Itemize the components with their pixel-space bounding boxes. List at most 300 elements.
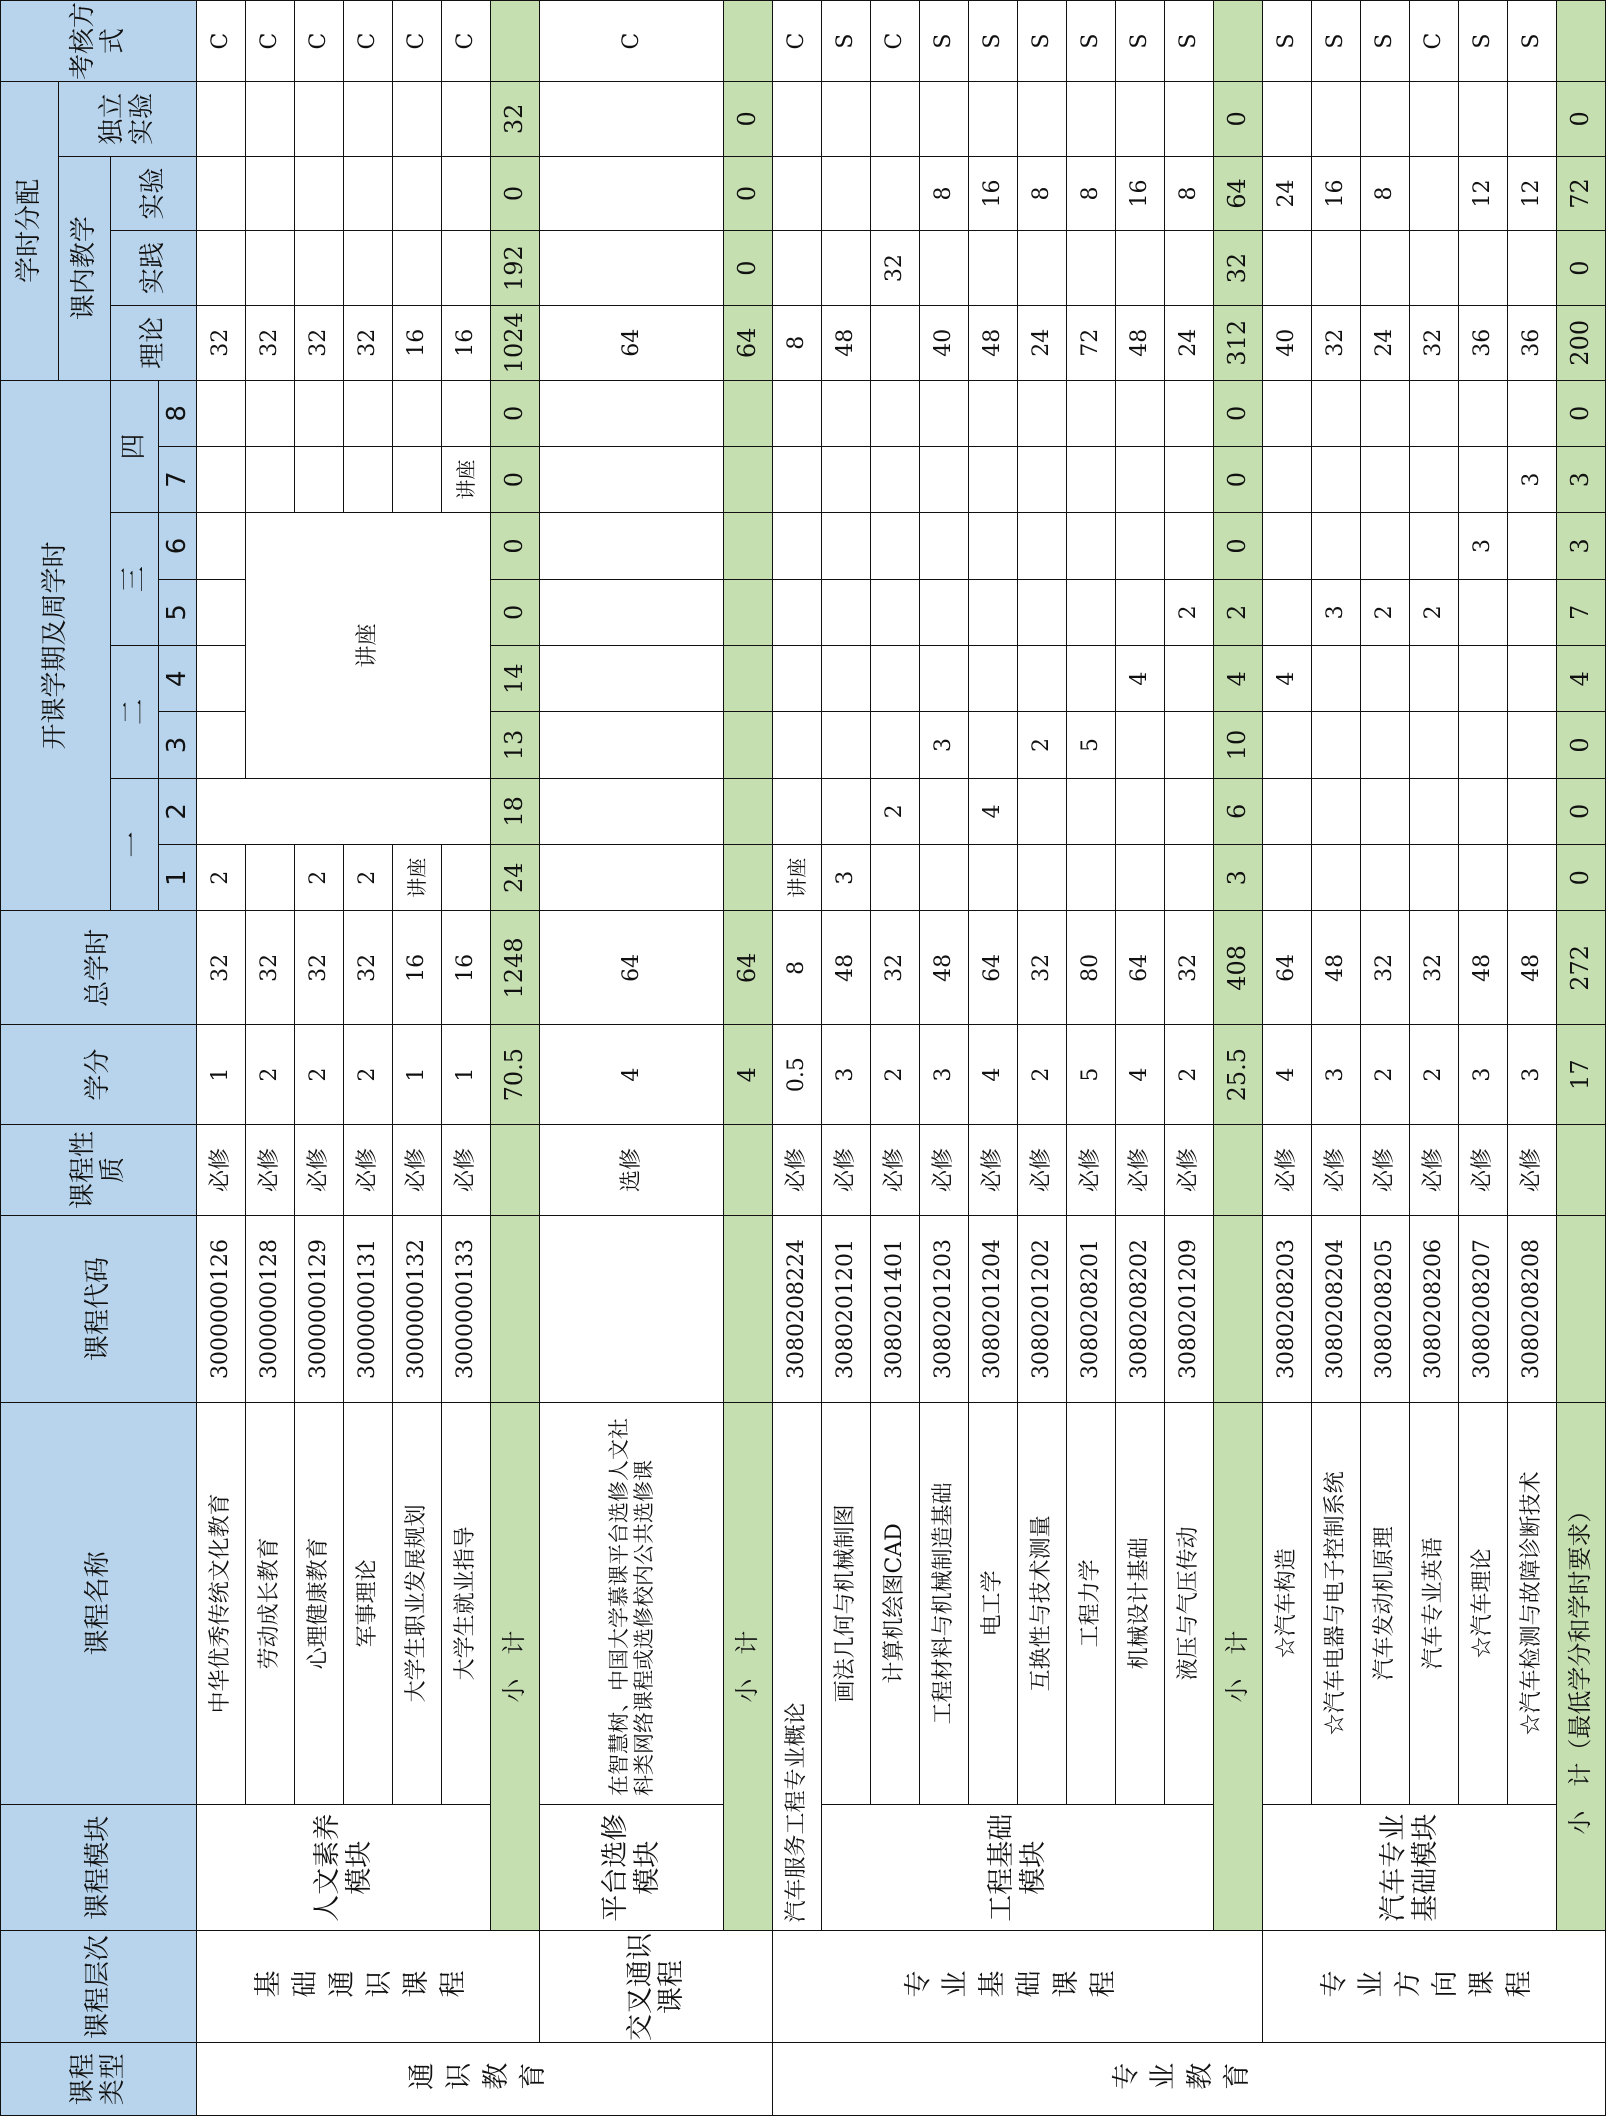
theory-hours-text: 24 <box>1029 328 1055 357</box>
course-code <box>1508 1216 1557 1403</box>
sem-1-hours <box>1116 845 1165 911</box>
course-nature <box>442 1124 491 1215</box>
course-credit-text: 0.5 <box>784 1057 810 1093</box>
independent-hours <box>822 82 871 157</box>
subtotal-experiment <box>1557 156 1606 231</box>
practice-hours <box>1459 231 1508 306</box>
subtotal-sem-5 <box>724 579 773 645</box>
course-name-text: 工程力学 <box>1078 1559 1104 1648</box>
course-name-text: 画法几何与机械制图 <box>833 1504 859 1703</box>
practice-hours <box>1165 231 1214 306</box>
sem-1-hours-text: 3 <box>833 870 859 885</box>
independent-hours <box>540 82 724 157</box>
course-code-text: 3080208204 <box>1323 1238 1349 1379</box>
theory-hours <box>1263 305 1312 380</box>
theory-hours <box>871 305 920 380</box>
subtotal-total-hours-text: 408 <box>1223 944 1252 991</box>
course-code <box>1263 1216 1312 1403</box>
course-name-text: 在智慧树、中国大学慕课平台选修人文社科类网络课程或选修校内公共选修课 <box>607 1418 656 1796</box>
sem-8-hours <box>1508 380 1557 446</box>
exam-method <box>393 1 442 82</box>
sem-5-hours-text: 2 <box>1421 605 1447 620</box>
experiment-hours <box>1508 156 1557 231</box>
header-year-1: 一 <box>111 778 159 911</box>
exam-method-text: S <box>1470 33 1496 49</box>
sem-1-hours-text: 2 <box>208 870 234 885</box>
sem-4-hours <box>1410 646 1459 712</box>
course-nature <box>1116 1124 1165 1215</box>
course-credit-text: 5 <box>1078 1067 1104 1082</box>
course-total-hours <box>1459 911 1508 1025</box>
sem-7-hours <box>920 446 969 512</box>
course-name-text: 电工学 <box>980 1570 1006 1637</box>
course-code <box>871 1216 920 1403</box>
theory-hours-text: 32 <box>306 328 332 357</box>
exam-method <box>773 1 822 82</box>
sem-2-hours-text: 2 <box>882 804 908 819</box>
course-name <box>197 1402 246 1804</box>
header-total-hours: 总学时 <box>1 911 197 1025</box>
course-code-text: 3000000126 <box>208 1238 234 1379</box>
sem-5-hours <box>540 579 724 645</box>
course-credit <box>540 1025 724 1125</box>
course-code <box>1067 1216 1116 1403</box>
header-level: 课程层次 <box>1 1931 197 2043</box>
experiment-hours-text: 8 <box>1372 186 1398 201</box>
header-sem-6: 6 <box>159 513 197 579</box>
sem-3-hours <box>1116 712 1165 778</box>
exam-method-text: S <box>980 33 1006 49</box>
course-nature-text: 必修 <box>1127 1148 1153 1193</box>
theory-hours <box>442 305 491 380</box>
course-credit <box>295 1025 344 1125</box>
course-name-text: 大学生职业发展规划 <box>404 1504 430 1703</box>
sem-6-hours <box>969 513 1018 579</box>
course-nature-text: 必修 <box>306 1148 332 1193</box>
sem-1-hours <box>393 845 442 911</box>
sem-1-hours <box>920 845 969 911</box>
level-cell <box>540 1931 773 2043</box>
course-nature-text: 必修 <box>1323 1148 1349 1193</box>
sem-3-hours <box>1361 712 1410 778</box>
course-name <box>246 1402 295 1804</box>
header-year-4: 四 <box>111 380 159 513</box>
subtotal-code <box>724 1216 773 1403</box>
module-cell-text: 工程基础模块 <box>986 1813 1049 1922</box>
subtotal-exam <box>491 1 540 82</box>
course-credit <box>197 1025 246 1125</box>
sem-8-hours <box>822 380 871 446</box>
subtotal-sem-6 <box>491 513 540 579</box>
sem-2-hours <box>1116 778 1165 844</box>
sem-5-hours <box>1459 579 1508 645</box>
sem-6-hours <box>920 513 969 579</box>
subtotal-theory-text: 64 <box>733 327 762 359</box>
subtotal-experiment <box>724 156 773 231</box>
header-sem-3: 3 <box>159 712 197 778</box>
independent-hours <box>1116 82 1165 157</box>
course-total-hours-text: 32 <box>882 953 908 982</box>
sem-7-hours <box>773 446 822 512</box>
course-name-text: 液压与气压传动 <box>1176 1526 1202 1681</box>
course-name <box>822 1402 871 1804</box>
course-name <box>1508 1402 1557 1804</box>
course-name <box>540 1402 724 1804</box>
sem-5-hours <box>871 579 920 645</box>
course-total-hours-text: 8 <box>784 960 810 975</box>
theory-hours <box>1312 305 1361 380</box>
subtotal-sem-2 <box>491 778 540 844</box>
table-row <box>393 1 442 2116</box>
subtotal-sem-5-text: 0 <box>500 604 529 620</box>
sem-4-hours <box>540 646 724 712</box>
course-total-hours-text: 80 <box>1078 953 1104 982</box>
sem-4-hours-text: 4 <box>1274 671 1300 686</box>
subtotal-sem-8-text: 0 <box>500 405 529 421</box>
experiment-hours <box>1361 156 1410 231</box>
sem-4-hours <box>197 646 246 712</box>
independent-hours <box>920 82 969 157</box>
header-course-code: 课程代码 <box>1 1216 197 1403</box>
course-total-hours-text: 48 <box>1470 953 1496 982</box>
experiment-hours-text: 16 <box>1323 179 1349 208</box>
table-row <box>1263 1 1312 2116</box>
course-name <box>1312 1402 1361 1804</box>
practice-hours <box>197 231 246 306</box>
theory-hours <box>393 305 442 380</box>
course-nature-text: 必修 <box>404 1148 430 1193</box>
experiment-hours <box>1410 156 1459 231</box>
course-code-text: 3080208224 <box>784 1238 810 1379</box>
header-module: 课程模块 <box>1 1805 197 1931</box>
course-code <box>1165 1216 1214 1403</box>
course-code <box>920 1216 969 1403</box>
sem-6-hours <box>540 513 724 579</box>
sem-8-hours <box>246 380 295 446</box>
sem-1-hours <box>1067 845 1116 911</box>
subtotal-theory <box>1214 305 1263 380</box>
course-name <box>1263 1402 1312 1804</box>
theory-hours-text: 48 <box>980 328 1006 357</box>
exam-method <box>442 1 491 82</box>
exam-method-text: S <box>1274 33 1300 49</box>
theory-hours-text: 72 <box>1078 328 1104 357</box>
subtotal-sem-7 <box>491 446 540 512</box>
subtotal-experiment-text: 64 <box>1223 178 1252 209</box>
sem-7-hours <box>1508 446 1557 512</box>
course-credit <box>1361 1025 1410 1125</box>
subtotal-credit-text: 70.5 <box>500 1047 529 1102</box>
course-nature <box>246 1124 295 1215</box>
table-row <box>822 1 871 2116</box>
course-nature-text: 必修 <box>453 1148 479 1193</box>
independent-hours <box>393 82 442 157</box>
table-row <box>540 1 724 2116</box>
type-professional-education-text: 专业教育 <box>1111 2063 1260 2095</box>
exam-method-text: C <box>453 32 479 50</box>
exam-method <box>1459 1 1508 82</box>
subtotal-sem-7 <box>1214 446 1263 512</box>
sem-8-hours <box>295 380 344 446</box>
sem-3-hours <box>1018 712 1067 778</box>
course-name-text: 互换性与技术测量 <box>1029 1515 1055 1692</box>
course-code <box>1018 1216 1067 1403</box>
table-row <box>1116 1 1165 2116</box>
sem-6-hours <box>1410 513 1459 579</box>
sem-5-hours <box>1165 579 1214 645</box>
practice-hours <box>773 231 822 306</box>
header-sem-4: 4 <box>159 646 197 712</box>
exam-method <box>1067 1 1116 82</box>
course-total-hours <box>1508 911 1557 1025</box>
sem-7-hours <box>1263 446 1312 512</box>
experiment-hours-text: 8 <box>1029 186 1055 201</box>
sem-7-hours <box>344 446 393 512</box>
subtotal-sem-1-text: 24 <box>500 862 529 893</box>
theory-hours-text: 16 <box>453 328 479 357</box>
course-nature <box>1312 1124 1361 1215</box>
sem-1-hours-text: 2 <box>355 870 381 885</box>
practice-hours <box>1116 231 1165 306</box>
sem-4-hours <box>773 646 822 712</box>
theory-hours <box>773 305 822 380</box>
practice-hours <box>1410 231 1459 306</box>
subtotal-practice <box>491 231 540 306</box>
header-sem-5: 5 <box>159 579 197 645</box>
course-total-hours-text: 32 <box>208 953 234 982</box>
course-total-hours-text: 48 <box>833 953 859 982</box>
sem-1-hours <box>1165 845 1214 911</box>
sem-8-hours <box>442 380 491 446</box>
course-name <box>1361 1402 1410 1804</box>
course-total-hours-text: 48 <box>1519 953 1545 982</box>
table-row <box>1018 1 1067 2116</box>
subtotal-sem-5-text: 7 <box>1566 604 1595 620</box>
course-total-hours <box>1312 911 1361 1025</box>
subtotal-sem-1-text: 0 <box>1566 870 1595 886</box>
subtotal-row <box>724 1 773 2116</box>
practice-hours <box>1018 231 1067 306</box>
sem-1-hours <box>1459 845 1508 911</box>
theory-hours-text: 48 <box>833 328 859 357</box>
subtotal-sem-2-text: 18 <box>500 796 529 827</box>
course-credit-text: 2 <box>1372 1067 1398 1082</box>
independent-hours <box>1067 82 1116 157</box>
header-sem-8: 8 <box>159 380 197 446</box>
subtotal-sem-3 <box>491 712 540 778</box>
experiment-hours <box>1459 156 1508 231</box>
practice-hours <box>871 231 920 306</box>
course-total-hours-text: 64 <box>618 953 644 982</box>
course-total-hours-text: 64 <box>980 953 1006 982</box>
header-type: 课程类型 <box>1 2043 197 2116</box>
table-row <box>1459 1 1508 2116</box>
course-name <box>871 1402 920 1804</box>
subtotal-sem-6 <box>724 513 773 579</box>
sem-7-hours <box>246 446 295 512</box>
practice-hours <box>393 231 442 306</box>
sem-6-hours <box>1263 513 1312 579</box>
theory-hours-text: 36 <box>1519 328 1545 357</box>
header-year-2: 二 <box>111 646 159 779</box>
sem-6-hours <box>1459 513 1508 579</box>
sem-4-hours <box>920 646 969 712</box>
course-nature-text: 必修 <box>1274 1148 1300 1193</box>
theory-hours <box>1165 305 1214 380</box>
sem-8-hours <box>773 380 822 446</box>
course-name <box>295 1402 344 1804</box>
course-name-text: ☆汽车理论 <box>1470 1548 1496 1659</box>
course-name <box>393 1402 442 1804</box>
theory-hours-text: 32 <box>208 328 234 357</box>
theory-hours <box>969 305 1018 380</box>
type-general-education-text: 通识教育 <box>406 2063 555 2095</box>
course-nature-text: 必修 <box>1372 1148 1398 1193</box>
course-nature-text: 选修 <box>618 1148 644 1193</box>
subtotal-sem-5-text: 2 <box>1223 604 1252 620</box>
course-total-hours <box>969 911 1018 1025</box>
course-total-hours <box>1018 911 1067 1025</box>
course-name <box>1410 1402 1459 1804</box>
subtotal-total-hours-text: 272 <box>1566 944 1595 991</box>
sem-2-hours <box>773 778 822 844</box>
course-name-text: 机械设计基础 <box>1127 1537 1153 1670</box>
course-credit <box>773 1025 822 1125</box>
course-credit <box>1459 1025 1508 1125</box>
subtotal-row <box>1557 1 1606 2116</box>
course-nature <box>773 1124 822 1215</box>
subtotal-sem-8 <box>1214 380 1263 446</box>
sem-7-hours <box>1459 446 1508 512</box>
course-name-text: 中华优秀传统文化教育 <box>208 1493 234 1714</box>
theory-hours <box>295 305 344 380</box>
course-nature-text: 必修 <box>931 1148 957 1193</box>
course-code <box>1459 1216 1508 1403</box>
course-total-hours <box>246 911 295 1025</box>
experiment-hours <box>822 156 871 231</box>
subtotal-sem-1 <box>724 845 773 911</box>
sem-1-hours <box>442 845 491 911</box>
course-name <box>1459 1402 1508 1804</box>
course-credit-text: 4 <box>1127 1067 1153 1082</box>
level-cell-text: 专业方向课程 <box>1319 1971 1542 2003</box>
course-name-text: ☆汽车电器与电子控制系统 <box>1323 1471 1349 1736</box>
theory-hours-text: 32 <box>1323 328 1349 357</box>
experiment-hours <box>773 156 822 231</box>
theory-hours <box>1361 305 1410 380</box>
exam-method-text: S <box>1078 33 1104 49</box>
sem-3-hours-text: 3 <box>931 738 957 753</box>
exam-method-text: S <box>1176 33 1202 49</box>
sem-7-hours <box>1361 446 1410 512</box>
course-code-text: 3000000132 <box>404 1238 430 1379</box>
sem-8-hours <box>1263 380 1312 446</box>
subtotal-independent <box>1214 82 1263 157</box>
course-nature <box>393 1124 442 1215</box>
course-code-text: 3080201401 <box>882 1238 908 1379</box>
sem-2-hours <box>1263 778 1312 844</box>
subtotal-row <box>491 1 540 2116</box>
course-name-text: 汽车专业英语 <box>1421 1537 1447 1670</box>
course-credit <box>1410 1025 1459 1125</box>
course-total-hours <box>393 911 442 1025</box>
course-credit-text: 2 <box>1029 1067 1055 1082</box>
sem-5-hours <box>1263 579 1312 645</box>
course-total-hours <box>1263 911 1312 1025</box>
course-credit-text: 2 <box>1421 1067 1447 1082</box>
sem-3-hours <box>1459 712 1508 778</box>
experiment-hours <box>871 156 920 231</box>
independent-hours <box>1018 82 1067 157</box>
sem-8-hours <box>920 380 969 446</box>
theory-hours-text: 64 <box>618 328 644 357</box>
header-year-3: 三 <box>111 513 159 646</box>
sem-4-hours <box>1508 646 1557 712</box>
exam-method <box>1361 1 1410 82</box>
practice-hours <box>822 231 871 306</box>
theory-hours-text: 24 <box>1176 328 1202 357</box>
exam-method <box>1165 1 1214 82</box>
sem-1-hours <box>1312 845 1361 911</box>
course-nature-text: 必修 <box>257 1148 283 1193</box>
course-name <box>1165 1402 1214 1804</box>
course-credit <box>1067 1025 1116 1125</box>
level-cell <box>1263 1931 1606 2043</box>
exam-method <box>1312 1 1361 82</box>
theory-hours-text: 40 <box>931 328 957 357</box>
sem-3-hours <box>1410 712 1459 778</box>
course-name-text: 军事理论 <box>355 1559 381 1648</box>
subtotal-label-text: 小 计 <box>733 1630 762 1703</box>
course-nature <box>1165 1124 1214 1215</box>
sem-8-hours <box>1067 380 1116 446</box>
subtotal-sem-7 <box>1557 446 1606 512</box>
course-nature-text: 必修 <box>1176 1148 1202 1193</box>
course-nature <box>540 1124 724 1215</box>
course-total-hours <box>773 911 822 1025</box>
course-code-text: 3080208201 <box>1078 1238 1104 1379</box>
practice-hours <box>442 231 491 306</box>
course-credit <box>1263 1025 1312 1125</box>
header-exam: 考核方式 <box>1 1 197 82</box>
subtotal-theory-text: 312 <box>1223 319 1252 366</box>
sem-3-hours <box>1067 712 1116 778</box>
sem-7-hours <box>822 446 871 512</box>
independent-hours <box>344 82 393 157</box>
sem-5-hours-text: 2 <box>1372 605 1398 620</box>
course-total-hours-text: 32 <box>1372 953 1398 982</box>
independent-hours <box>1361 82 1410 157</box>
sem-1-hours-text: 讲座 <box>404 857 429 898</box>
exam-method-text: S <box>1519 33 1545 49</box>
course-credit-text: 2 <box>306 1067 332 1082</box>
sem-2-hours <box>1165 778 1214 844</box>
sem-6-hours <box>773 513 822 579</box>
exam-method-text: S <box>1323 33 1349 49</box>
experiment-hours <box>1165 156 1214 231</box>
experiment-hours <box>442 156 491 231</box>
sem-8-hours <box>1165 380 1214 446</box>
course-name-text: 汽车服务工程专业概论 <box>784 1702 810 1923</box>
subtotal-sem-5 <box>491 579 540 645</box>
course-credit <box>1165 1025 1214 1125</box>
independent-hours <box>773 82 822 157</box>
course-total-hours-text: 16 <box>453 953 479 982</box>
subtotal-sem-3 <box>1214 712 1263 778</box>
course-code-text: 3080208208 <box>1519 1238 1545 1379</box>
header-theory: 理论 <box>111 305 197 380</box>
independent-hours <box>1165 82 1214 157</box>
